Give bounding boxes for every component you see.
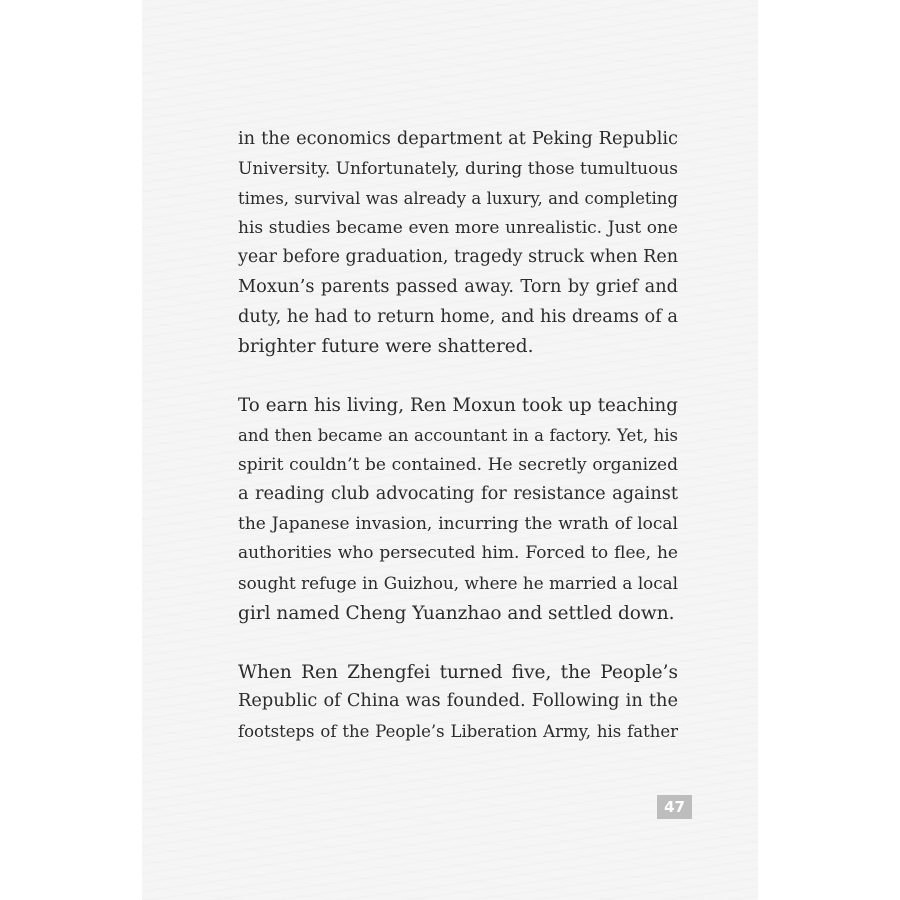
paragraph-spacer bbox=[238, 362, 678, 392]
text-line: duty, he had to return home, and his dreams of a bbox=[238, 306, 678, 327]
text-line: authorities who persecuted him. Forced to flee, he bbox=[238, 543, 678, 564]
text-line: his studies became even more unrealistic. Just one bbox=[238, 217, 678, 238]
text-line: footsteps of the People’s Liberation Army, his father bbox=[238, 721, 678, 741]
text-line: Republic of China was founded. Following in the bbox=[238, 691, 678, 712]
text-line: To earn his living, Ren Moxun took up teaching bbox=[238, 395, 678, 417]
text-line: the Japanese invasion, incurring the wrath of local bbox=[238, 513, 678, 534]
text-line: in the economics department at Peking Republic bbox=[238, 129, 678, 149]
page-number: 47 bbox=[657, 795, 692, 819]
body-text bbox=[238, 125, 678, 746]
text-line: girl named Cheng Yuanzhao and settled down. bbox=[238, 602, 675, 624]
text-line: times, survival was already a luxury, and completing bbox=[238, 189, 678, 209]
paragraph-spacer bbox=[238, 628, 678, 658]
text-line: Moxun’s parents passed away. Torn by grief and bbox=[238, 276, 678, 297]
text-line: University. Unfortunately, during those tumultuous bbox=[238, 158, 678, 179]
text-line: brighter future were shattered. bbox=[238, 336, 534, 358]
text-line: and then became an accountant in a factory. Yet, his bbox=[238, 425, 678, 445]
text-line: When Ren Zhengfei turned five, the People’s bbox=[238, 661, 678, 683]
text-line: year before graduation, tragedy struck when Ren bbox=[238, 247, 678, 268]
text-line: sought refuge in Guizhou, where he married a local bbox=[238, 572, 678, 593]
book-page bbox=[142, 0, 758, 900]
paragraph-1 bbox=[238, 125, 678, 362]
paragraph-2 bbox=[238, 391, 678, 628]
text-line: a reading club advocating for resistance against bbox=[238, 484, 678, 505]
text-line: spirit couldn’t be contained. He secretly organized bbox=[238, 454, 678, 475]
paragraph-3 bbox=[238, 658, 678, 747]
